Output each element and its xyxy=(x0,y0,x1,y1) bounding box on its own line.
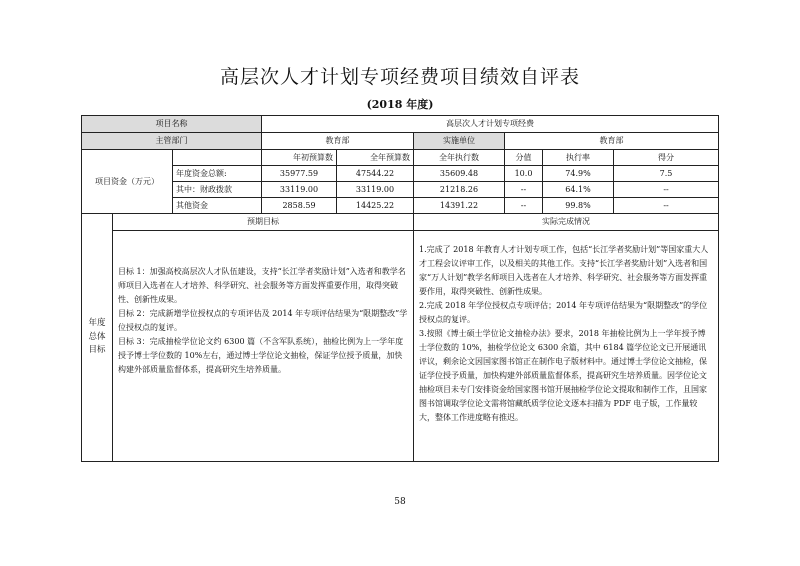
document-title: 高层次人才计划专项经费项目绩效自评表 xyxy=(219,66,580,88)
funds-row-label: 年度资金总额: xyxy=(173,166,262,182)
funds-row-initial: 35977.59 xyxy=(262,166,337,182)
overall-goal-label-line: 目标 xyxy=(88,345,106,356)
actual-result-item: 2.完成 2018 年学位授权点专项评估；2014 年专项评估结果为“限期整改”的学位授权点的复评。 xyxy=(419,301,708,324)
header-annual-exec: 全年执行数 xyxy=(414,150,505,166)
impl-label: 实施单位 xyxy=(414,133,505,150)
page-number: 58 xyxy=(394,497,406,507)
funds-row-annual: 14425.22 xyxy=(337,198,414,214)
funds-row-annual: 47544.22 xyxy=(337,166,414,182)
funds-row-label: 其中：财政拨款 xyxy=(173,182,262,198)
funds-row-weight: -- xyxy=(505,182,543,198)
funds-row-other xyxy=(82,198,719,214)
funds-row-exec: 14391.22 xyxy=(414,198,505,214)
overall-goal-label xyxy=(82,214,113,462)
dept-value: 教育部 xyxy=(262,133,414,150)
funds-row-weight: 10.0 xyxy=(505,166,543,182)
funds-row-label: 其他资金 xyxy=(173,198,262,214)
impl-value: 教育部 xyxy=(505,133,719,150)
funds-row-weight: -- xyxy=(505,198,543,214)
overall-goal-label-line: 总体 xyxy=(88,331,106,342)
funds-row-initial: 2858.59 xyxy=(262,198,337,214)
expected-goals-cell xyxy=(113,231,414,462)
evaluation-table xyxy=(81,115,719,462)
project-name-label: 项目名称 xyxy=(82,116,262,133)
actual-result-item: 3.按照《博士硕士学位论文抽检办法》要求，2018 年抽检比例为上一学年授予博士学位数的 10%，抽检学位论文 6300 余篇，其中 6184 篇学位论文已开展通讯评议，剩余论文因国家图书馆正在制作电子版材料中。通过博士学位论文抽检，保证学位授予质量，加快构建外部质量监督体系，提高研究生培养质量。因学位论文抽检项目未专门安排资金给国家图书馆开展抽检学位论文提取和制作工作，且国家图书馆调取学位论文需将馆藏纸质学位论文逐本扫描为 PDF 电子版，工作量较大，整体工作进度略有推迟。 xyxy=(419,329,707,422)
funds-row-rate: 99.8% xyxy=(543,198,614,214)
expected-goal-item: 目标 3：完成抽检学位论文约 6300 篇（不含军队系统），抽检比例为上一学年度授予博士学位数的 10%左右，通过博士学位论文抽检，保证学位授予质量，加快构建外部质量监督体系，提高研究生培养质量。 xyxy=(118,337,404,374)
expected-goal-item: 目标 2：完成新增学位授权点的专项评估及 2014 年专项评估结果为“限期整改”学位授权点的复评。 xyxy=(118,309,408,332)
dept-label: 主管部门 xyxy=(82,133,262,150)
funds-row-exec: 21218.26 xyxy=(414,182,505,198)
expected-goal-item: 目标 1：加强高校高层次人才队伍建设，支持“长江学者奖励计划”入选者和教学名师项目入选者在人才培养、科学研究、社会服务等方面发挥重要作用，取得突破性、创新性成果。 xyxy=(118,267,406,304)
header-initial-budget: 年初预算数 xyxy=(262,150,337,166)
header-weight: 分值 xyxy=(505,150,543,166)
actual-results-cell xyxy=(414,231,719,462)
header-annual-budget: 全年预算数 xyxy=(337,150,414,166)
header-exec-rate: 执行率 xyxy=(543,150,614,166)
funds-row-score: 7.5 xyxy=(614,166,719,182)
funds-row-rate: 64.1% xyxy=(543,182,614,198)
document-subtitle: (2018 年度) xyxy=(366,98,434,111)
funds-row-score: -- xyxy=(614,198,719,214)
funds-row-annual: 33119.00 xyxy=(337,182,414,198)
header-score: 得分 xyxy=(614,150,719,166)
funds-row-fiscal xyxy=(82,182,719,198)
funds-row-total xyxy=(82,166,719,182)
funds-row-initial: 33119.00 xyxy=(262,182,337,198)
project-name-value: 高层次人才计划专项经费 xyxy=(262,116,719,133)
funds-row-exec: 35609.48 xyxy=(414,166,505,182)
funds-row-score: -- xyxy=(614,182,719,198)
actual-result-item: 1.完成了 2018 年教育人才计划专项工作，包括“长江学者奖励计划”等国家重大人才工程会议评审工作，以及相关的其他工作。支持“长江学者奖励计划”入选者和国家“万人计划”教学名师项目入选者在人才培养、科学研究、社会服务等方面发挥重要作用，取得突破性、创新性成果。 xyxy=(419,245,709,296)
funds-label: 项目资金（万元） xyxy=(82,150,173,214)
actual-result-header: 实际完成情况 xyxy=(414,214,719,231)
funds-row-rate: 74.9% xyxy=(543,166,614,182)
overall-goal-label-line: 年度 xyxy=(88,318,106,329)
expected-goal-header: 预期目标 xyxy=(113,214,414,231)
